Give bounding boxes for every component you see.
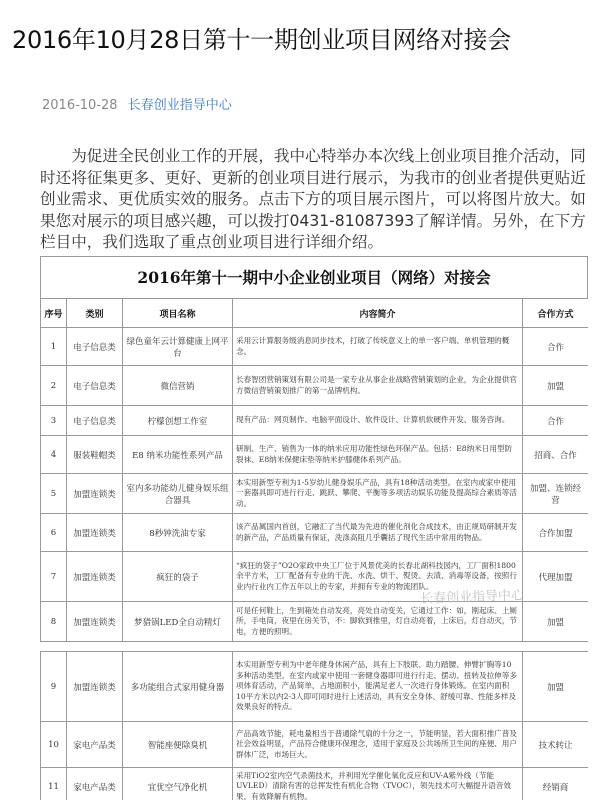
row-description: 产品高效节能，耗电量相当于普通除气扇的十分之一，节能明显，若大面积推广普及社会效益明显，产品符合健康环保理念，适用于家庭及公共场所卫生间的座便、用户群体广泛，市场巨大。 <box>233 722 523 768</box>
row-name: 绿色童年云计算健康上网平台 <box>123 328 233 366</box>
table-row <box>41 652 589 722</box>
article-meta <box>42 94 232 113</box>
table-spacer <box>41 642 589 652</box>
table-row <box>41 406 589 436</box>
row-cooperation: 加盟、连锁经营 <box>523 474 589 514</box>
row-category: 加盟连锁类 <box>67 474 123 514</box>
row-description: 采用云计算服务级消息同步技术，打破了传统意义上的单一客户端、单机管理的概念。 <box>233 328 523 366</box>
row-description: 该产品属国内首创，它融汇了当代最为先进的催化剂化合成技术，由正规局研制开发的新产品，产品质量有保证，洗涤高阻几乎囊括了现代生活中常用的物品。 <box>233 514 523 552</box>
row-category: 服装鞋帽类 <box>67 436 123 474</box>
column-header-description: 内容简介 <box>233 299 523 328</box>
row-name: 微信营销 <box>123 366 233 406</box>
row-cooperation: 招商、合作 <box>523 436 589 474</box>
article-lead-paragraph: 为促进全民创业工作的开展，我中心特举办本次线上创业项目推介活动，同时还将征集更多、更好、更新的创业项目进行展示，为我市的创业者提供更贴近创业需求、更优质实效的服务。点击下方的项目展示图片，可以将图片放大。如果您对展示的项目感兴趣，可以拨打0431-81087393了解详情。另外，在下方栏目中，我们选取了重点创业项目进行详细介绍。 <box>40 147 586 251</box>
row-no: 4 <box>41 436 67 474</box>
row-category: 加盟连锁类 <box>67 602 123 642</box>
table-row <box>41 366 589 406</box>
row-cooperation: 合作 <box>523 406 589 436</box>
row-category: 电子信息类 <box>67 406 123 436</box>
row-description: 本实用新型专利为1-5岁幼儿健身娱乐产品，具有18种活动类型。在室内或家中使用一套器具即可进行行走、跳跃、攀爬、平衡等多项活动娱乐功能及提高综合素质等活动。 <box>233 474 523 514</box>
column-header-category: 类别 <box>67 299 123 328</box>
row-category: 加盟连锁类 <box>67 514 123 552</box>
column-header-name: 项目名称 <box>123 299 233 328</box>
row-description: 研制、生产、销售为一体的纳米应用功能性绿色环保产品。包括：E8纳米日用型防裂袜、E8纳米保健床垫等纳米护膝健体系列产品。 <box>233 436 523 474</box>
row-cooperation: 加盟 <box>523 602 589 642</box>
table-row <box>41 768 589 800</box>
row-category: 家电产品类 <box>67 768 123 800</box>
row-name: 疯狂的袋子 <box>123 552 233 602</box>
row-cooperation: 经销商 <box>523 768 589 800</box>
row-no: 8 <box>41 602 67 642</box>
table-row <box>41 436 589 474</box>
row-no: 9 <box>41 652 67 722</box>
row-description: “疯狂的袋子”O2O家政中央工厂位于风景优美的长春北湖科技园内，工厂面积1800余平方米，工厂配备有专业的干洗、水洗、烘干、熨烫、去渍、消毒等设备，按照行业内行业内工作五年以上的专家，并拥有专业的物流团队。 <box>233 552 523 602</box>
row-name: 柠檬创想工作室 <box>123 406 233 436</box>
row-no: 6 <box>41 514 67 552</box>
row-name: 宜优空气净化机 <box>123 768 233 800</box>
row-cooperation: 合作加盟 <box>523 514 589 552</box>
row-no: 3 <box>41 406 67 436</box>
project-table-image[interactable] <box>40 256 588 800</box>
source-link[interactable]: 长春创业指导中心 <box>127 98 232 113</box>
row-name: 梦猎锅LED全自动精灯 <box>123 602 233 642</box>
table-header-row <box>41 299 589 328</box>
row-category: 加盟连锁类 <box>67 552 123 602</box>
row-no: 1 <box>41 328 67 366</box>
row-name: 室内多功能幼儿健身娱乐组合器具 <box>123 474 233 514</box>
row-name: E8 纳米功能性系列产品 <box>123 436 233 474</box>
row-category: 加盟连锁类 <box>67 652 123 722</box>
row-no: 11 <box>41 768 67 800</box>
row-cooperation: 技术转让 <box>523 722 589 768</box>
row-description: 长春智团营销策划有限公司是一家专业从事企业战略营销策划的企业，为企业提供官方微信营销策划推广的第一品牌机构。 <box>233 366 523 406</box>
article-title: 2016年10月28日第十一期创业项目网络对接会 <box>12 26 511 54</box>
row-name: 多功能组合式家用健身器 <box>123 652 233 722</box>
row-no: 5 <box>41 474 67 514</box>
row-description: 可是任何鞋上，生到箱处自动发亮，亮处自动变关，它通过工作：如，刚起床、上厕所，手电筒，夜里在房关节，不：脚软到推里，灯自动亮着，上床后，灯自动灭，节电，方便的照明。 <box>233 602 523 642</box>
table-row <box>41 328 589 366</box>
row-no: 10 <box>41 722 67 768</box>
project-table <box>40 298 588 800</box>
row-cooperation: 加盟 <box>523 652 589 722</box>
row-description: 采用TiO2室内空气杀菌技术，并利用光学催化氧化反应和UV-A紫外线（节能UVLED）清除有害的总挥发性有机化合物（TVOC），领先技术可大幅提升语音效果，有效降解有机物。 <box>233 768 523 800</box>
row-name: 智能座便除臭机 <box>123 722 233 768</box>
table-row <box>41 514 589 552</box>
table-title: 2016年第十一期中小企业创业项目（网络）对接会 <box>40 256 588 298</box>
table-row <box>41 602 589 642</box>
column-header-cooperation: 合作方式 <box>523 299 589 328</box>
row-name: 8秒钟洗油专家 <box>123 514 233 552</box>
row-no: 7 <box>41 552 67 602</box>
row-category: 电子信息类 <box>67 328 123 366</box>
row-no: 2 <box>41 366 67 406</box>
publish-date: 2016-10-28 <box>42 98 118 113</box>
row-description: 现有产品：网页制作、电脑平面设计、软件设计、计算机软硬件开发、服务咨询。 <box>233 406 523 436</box>
table-row <box>41 474 589 514</box>
row-category: 电子信息类 <box>67 366 123 406</box>
watermark: 长春创业指导中心 <box>419 588 525 607</box>
row-cooperation: 代理加盟 <box>523 552 589 602</box>
row-description: 本实用新型专利为中老年健身休闲产品，具有上下肢联、助力踏腰、伸臂扩胸等10多种活动类型。在室内或家中使用一套健身器即可进行行走、摆动、扭转及拉伸等多项体育活动，产品简单，占地面积小，能满足老人一次进行身体锻炼。在室内面积10平方米以内2-3人即可同时进行上述活动，具有安全身体、舒缓可靠、性能多样及效果良好的特点。 <box>233 652 523 722</box>
row-category: 家电产品类 <box>67 722 123 768</box>
row-cooperation: 加盟 <box>523 366 589 406</box>
row-cooperation: 合作 <box>523 328 589 366</box>
column-header-no: 序号 <box>41 299 67 328</box>
table-row <box>41 722 589 768</box>
